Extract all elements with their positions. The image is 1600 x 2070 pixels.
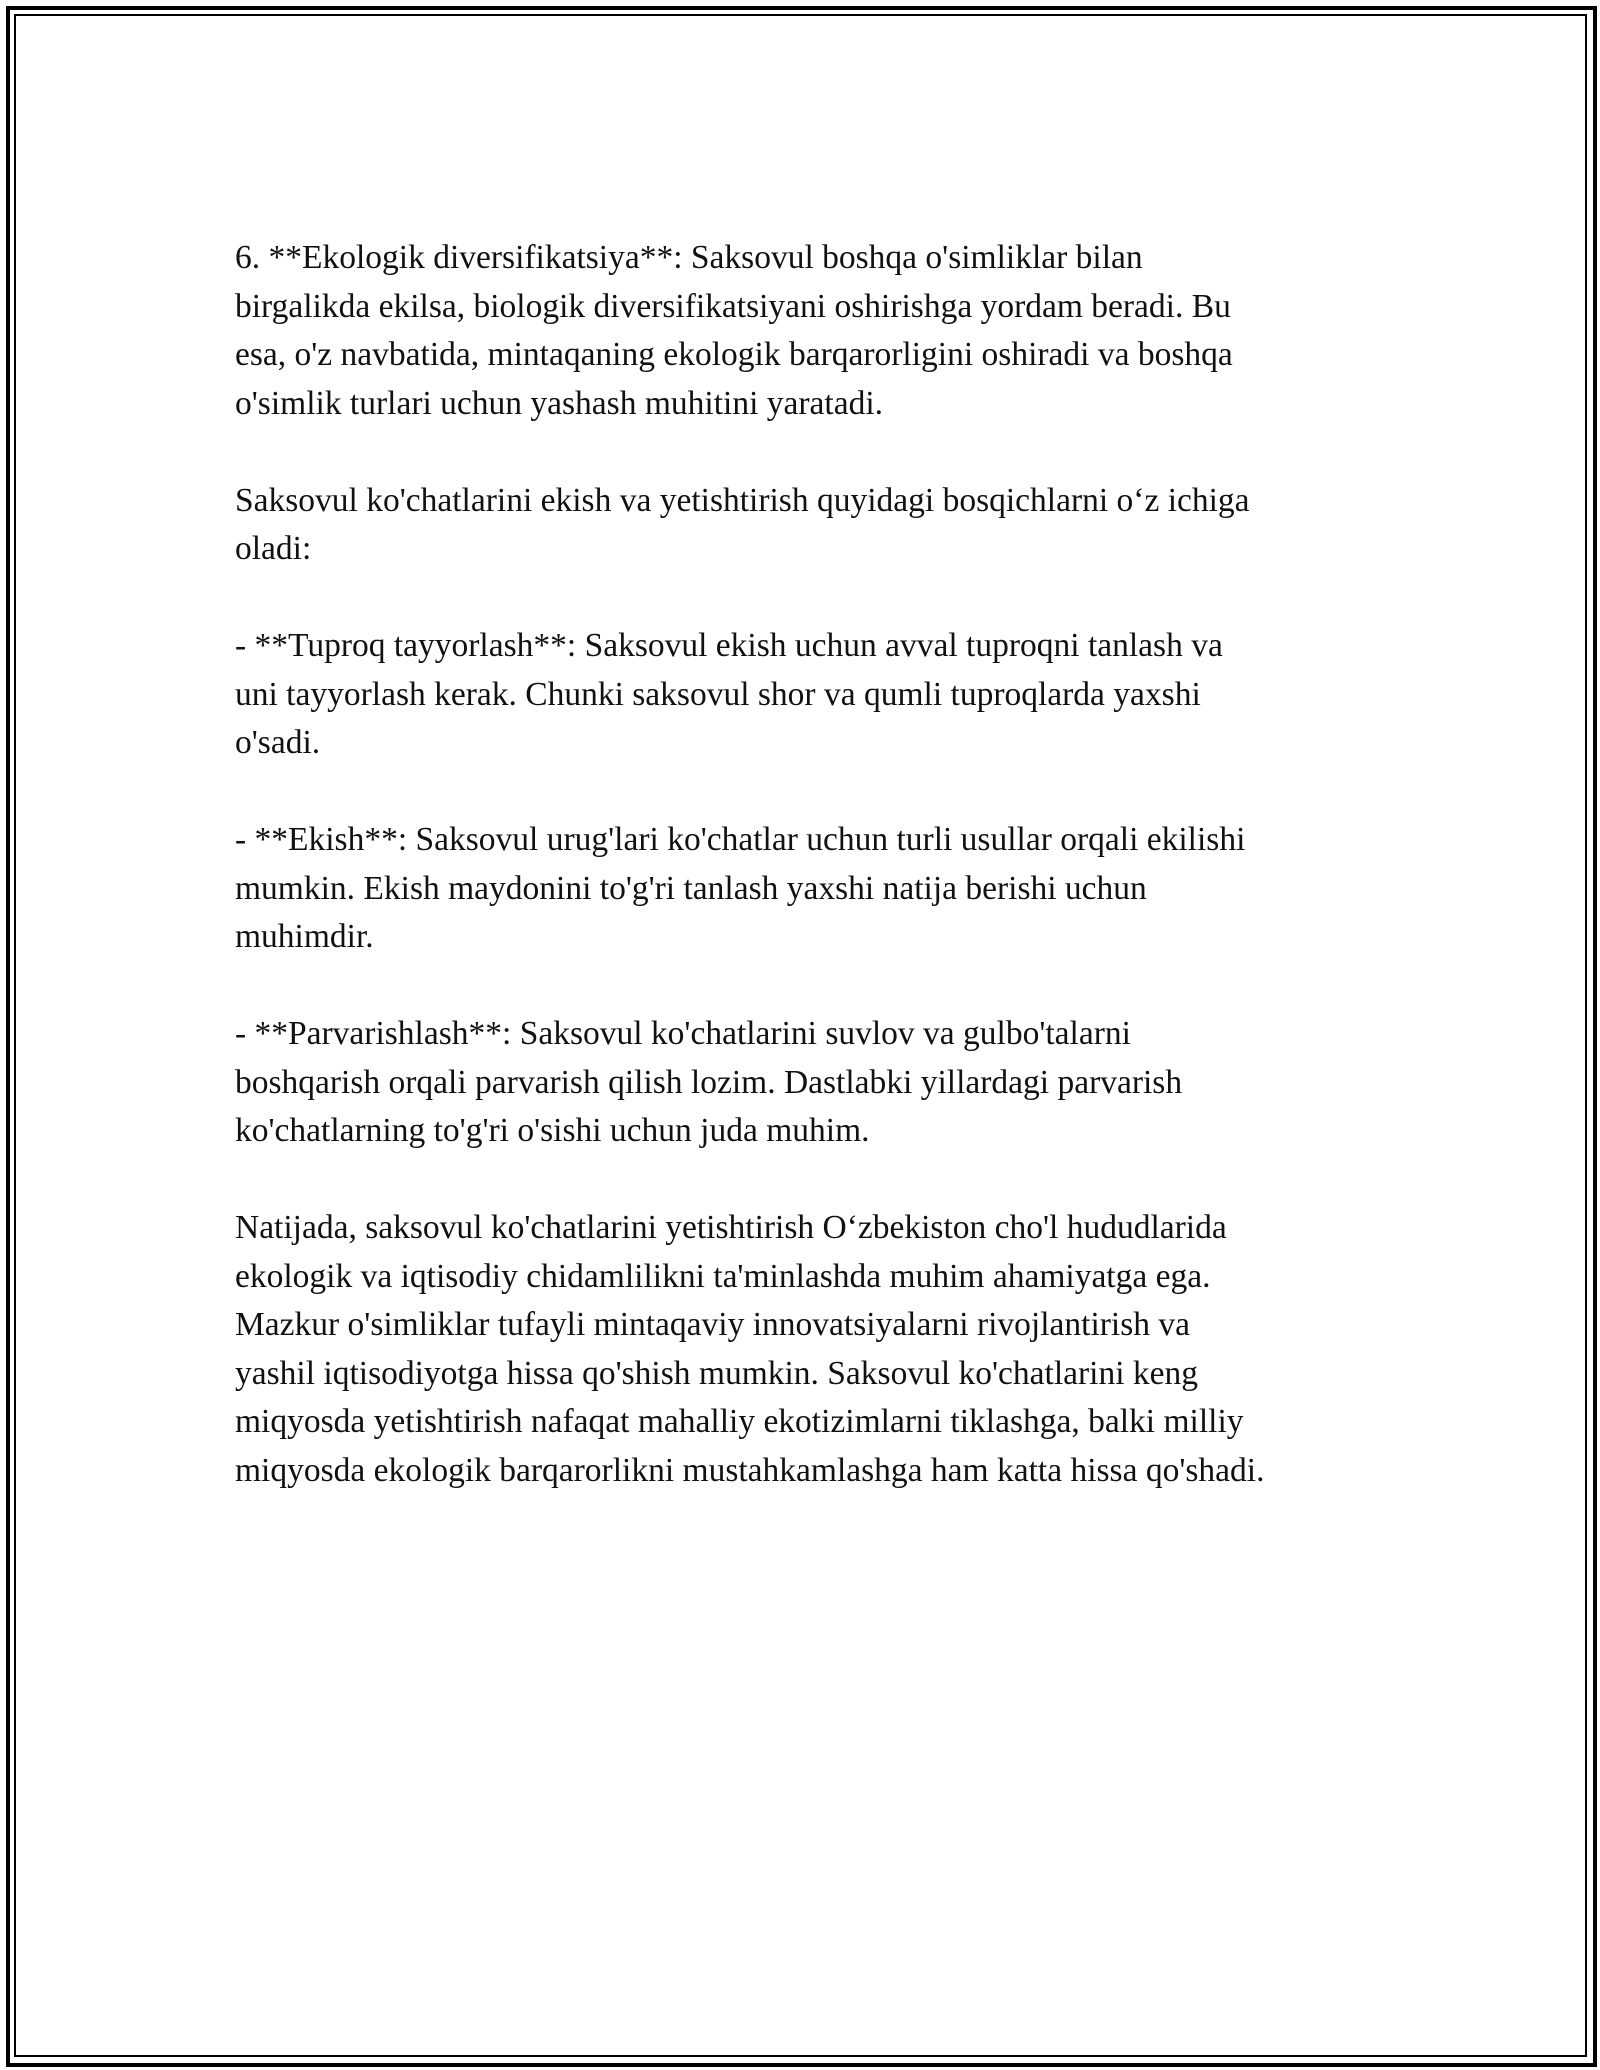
list-item-planting: - **Ekish**: Saksovul urug'lari ko'chatlar uchun turli usullar orqali ekilishi mumkin. Ekish maydonini to'g'ri tanlash yaxshi natija berishi uchun muhimdir. <box>235 821 1246 955</box>
list-item-soil-preparation: - **Tuproq tayyorlash**: Saksovul ekish uchun avval tuproqni tanlash va uni tayyorlash kerak. Chunki saksovul shor va qumli tuproqlarda yaxshi o'sadi. <box>235 627 1223 761</box>
paragraph-planting-stages-intro: Saksovul ko'chatlarini ekish va yetishtirish quyidagi bosqichlarni o‘z ichiga oladi: <box>235 481 1250 567</box>
paragraph-ecological-diversification: 6. **Ekologik diversifikatsiya**: Saksovul boshqa o'simliklar bilan birgalikda ekilsa, biologik diversifikatsiyani oshirishga yordam beradi. Bu esa, o'z navbatida, mintaqaning ekologik barqarorligini oshiradi va boshqa o'simlik turlari uchun yashash muhitini yaratadi. <box>235 239 1233 422</box>
document-body <box>235 234 1385 1495</box>
paragraph-conclusion: Natijada, saksovul ko'chatlarini yetishtirish O‘zbekiston cho'l hududlarida ekologik va iqtisodiy chidamlilikni ta'minlashda muhim ahamiyatga ega. Mazkur o'simliklar tufayli mintaqaviy innovatsiyalarni rivojlantirish va yashil iqtisodiyotga hissa qo'shish mumkin. Saksovul ko'chatlarini keng miqyosda yetishtirish nafaqat mahalliy ekotizimlarni tiklashga, balki milliy miqyosda ekologik barqarorlikni mustahkamlashga ham katta hissa qo'shadi. <box>235 1209 1265 1489</box>
list-item-care: - **Parvarishlash**: Saksovul ko'chatlarini suvlov va gulbo'talarni boshqarish orqali parvarish qilish lozim. Dastlabki yillardagi parvarish ko'chatlarning to'g'ri o'sishi uchun juda muhim. <box>235 1015 1183 1149</box>
